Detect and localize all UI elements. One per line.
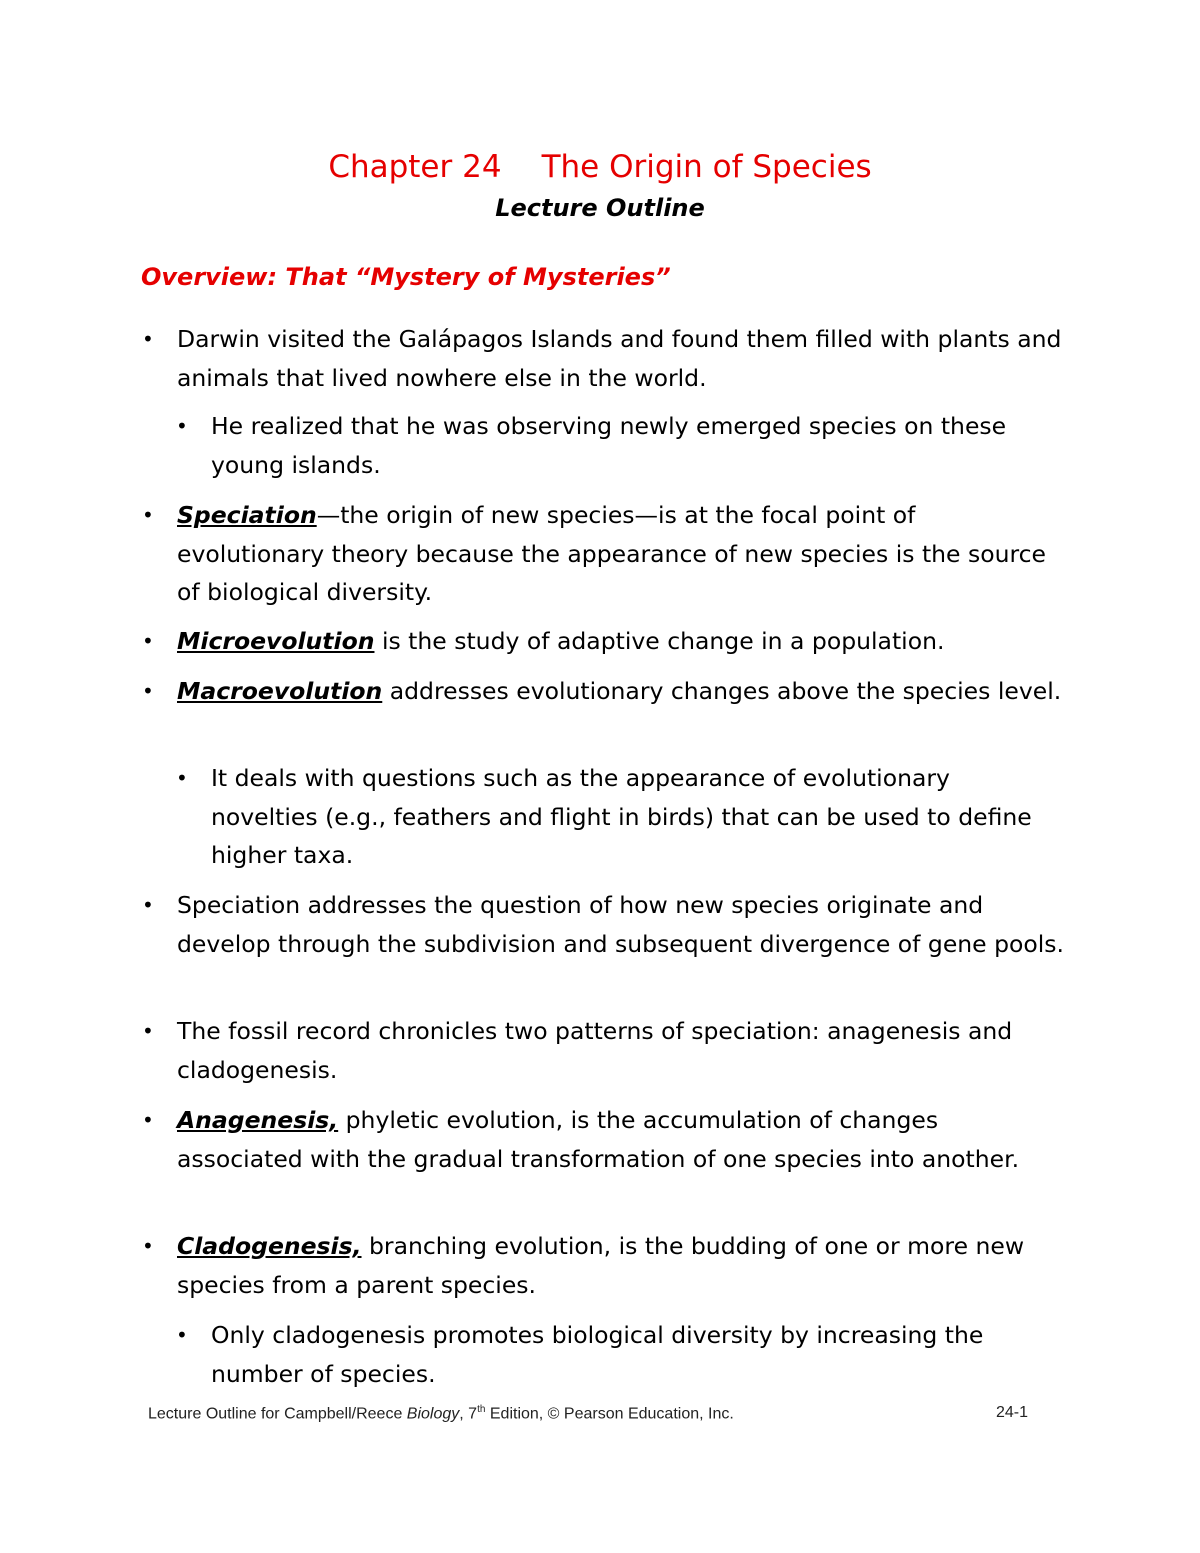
sub-bullet-item: • He realized that he was observing newly emerged species on these young islands. bbox=[211, 407, 1051, 484]
footer-book-title: Biology bbox=[406, 1405, 460, 1423]
sub-bullet-item: • It deals with questions such as the appearance of evolutionary novelties (e.g., feathers and flight in birds) that can be used to define higher taxa. bbox=[211, 759, 1051, 875]
bullet-icon: • bbox=[142, 1019, 154, 1043]
term-microevolution: Microevolution bbox=[177, 627, 375, 655]
bullet-icon: • bbox=[176, 766, 188, 790]
bullet-item: • The fossil record chronicles two patterns of speciation: anagenesis and cladogenesis. bbox=[177, 1012, 1067, 1089]
bullet-item: • Cladogenesis, branching evolution, is the budding of one or more new species from a parent species. bbox=[177, 1227, 1067, 1304]
bullet-item: • Speciation addresses the question of how new species originate and develop through the subdivision and subsequent divergence of gene pools. bbox=[177, 886, 1067, 963]
bullet-icon: • bbox=[142, 679, 154, 703]
bullet-item: • Speciation—the origin of new species—is at the focal point of evolutionary theory because the appearance of new species is the source of biological diversity. bbox=[177, 496, 1067, 612]
term-speciation: Speciation bbox=[177, 501, 317, 529]
term-macroevolution: Macroevolution bbox=[177, 677, 383, 705]
bullet-item: • Microevolution is the study of adaptive change in a population. bbox=[177, 622, 1067, 661]
term-anagenesis: Anagenesis, bbox=[177, 1106, 339, 1134]
bullet-icon: • bbox=[176, 1323, 188, 1347]
bullet-icon: • bbox=[142, 629, 154, 653]
bullet-icon: • bbox=[142, 1234, 154, 1258]
bullet-item: • Macroevolution addresses evolutionary changes above the species level. bbox=[177, 672, 1067, 711]
page-number: 24-1 bbox=[995, 1404, 1028, 1421]
section-heading: Overview: That “Mystery of Mysteries” bbox=[141, 263, 671, 291]
chapter-name: The Origin of Species bbox=[541, 149, 872, 185]
sub-bullet-item: • Only cladogenesis promotes biological diversity by increasing the number of species. bbox=[211, 1316, 1051, 1393]
bullet-item: • Anagenesis, phyletic evolution, is the accumulation of changes associated with the gradual transformation of one species into another. bbox=[177, 1101, 1067, 1178]
bullet-icon: • bbox=[176, 414, 188, 438]
bullet-icon: • bbox=[142, 327, 154, 351]
footer-citation: Lecture Outline for Campbell/Reece Biology, 7th Edition, © Pearson Education, Inc. bbox=[148, 1404, 734, 1423]
bullet-item: • Darwin visited the Galápagos Islands and found them filled with plants and animals that lived nowhere else in the world. bbox=[177, 320, 1067, 397]
bullet-icon: • bbox=[142, 503, 154, 527]
page-subtitle: Lecture Outline bbox=[495, 194, 705, 222]
bullet-icon: • bbox=[142, 893, 154, 917]
page-title bbox=[0, 143, 1200, 191]
chapter-label: Chapter 24 bbox=[328, 149, 502, 185]
term-cladogenesis: Cladogenesis, bbox=[177, 1232, 362, 1260]
bullet-icon: • bbox=[142, 1108, 154, 1132]
